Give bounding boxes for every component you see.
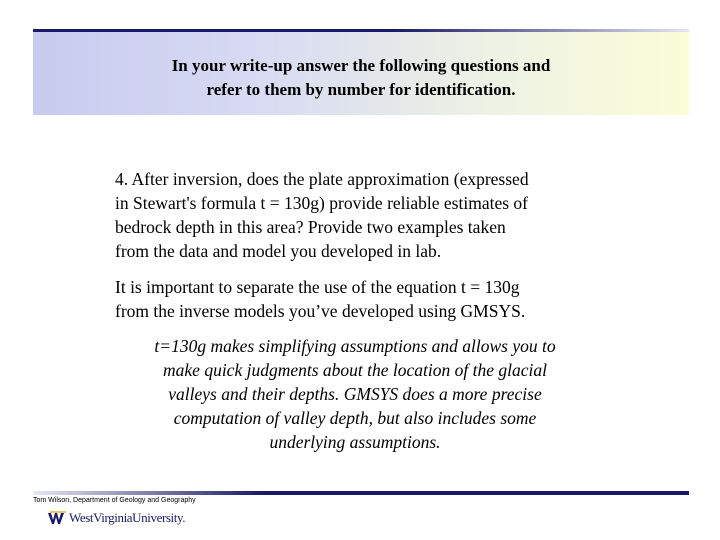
title-top-rule <box>33 29 689 32</box>
footer-rule <box>33 491 689 495</box>
question-4-paragraph: 4. After inversion, does the plate approximation (expressed in Stewart's formula t = 130g) provide reliable estimates of bedrock depth in this area? Provide two examples taken from the data and model you developed in lab. <box>115 169 529 261</box>
important-note-paragraph: It is important to separate the use of the equation t = 130g from the inverse models you’ve developed using GMSYS. <box>115 277 526 321</box>
slide-body <box>115 167 615 454</box>
italic-explanation-paragraph: t=130g makes simplifying assumptions and allows you to make quick judgments about the location of the glacial valleys and their depths. GMSYS does a more precise computation of valley depth, but also includes some underlying assumptions. <box>154 336 556 452</box>
university-logo <box>47 508 185 528</box>
slide-title: In your write-up answer the following questions and refer to them by number for identification. <box>171 56 551 99</box>
university-logo-text: WestVirginiaUniversity. <box>69 510 186 525</box>
title-banner <box>33 29 689 115</box>
wvu-flying-wv-logo-icon <box>47 510 67 526</box>
footer-credit: Tom Wilson, Department of Geology and Geography <box>33 497 196 504</box>
